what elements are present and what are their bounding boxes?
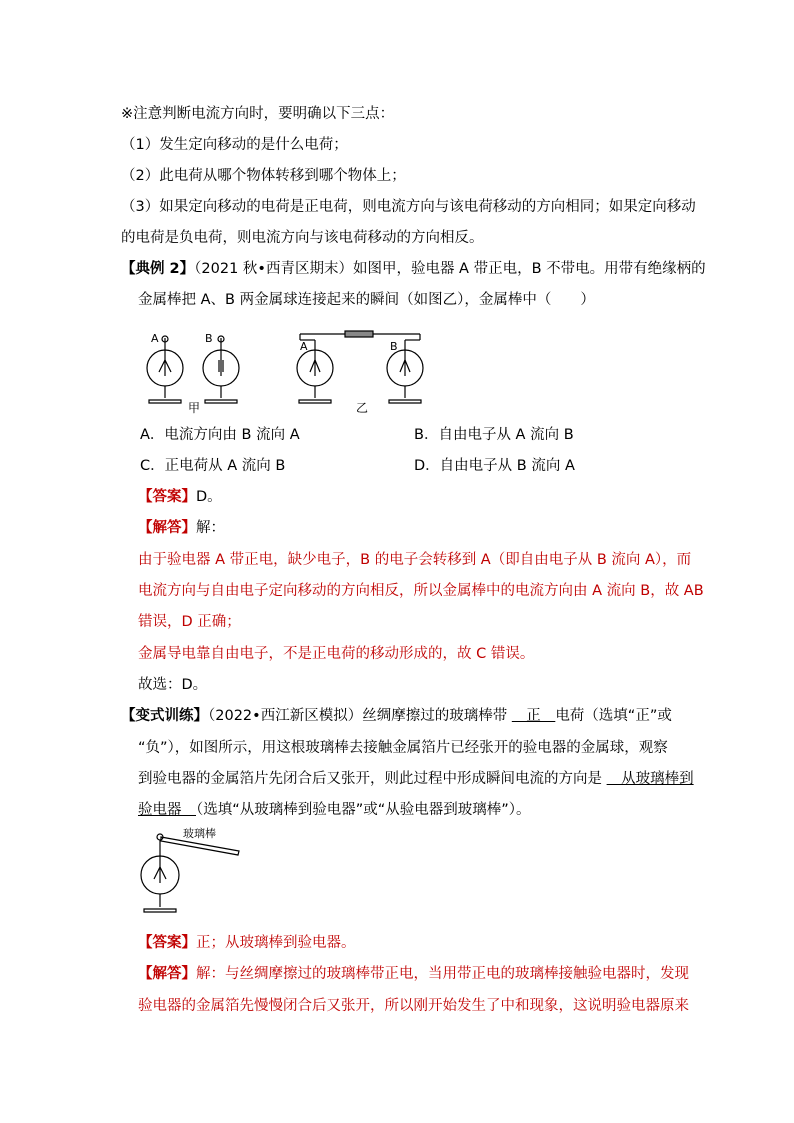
- figure-jia-caption: 甲: [188, 401, 201, 415]
- glass-rod-electroscope-figure: [135, 825, 245, 925]
- variant-analysis-line-2: 验电器的金属箔先慢慢闭合后又张开，所以刚开始发生了中和现象，这说明验电器原来: [138, 998, 689, 1014]
- answer-tag: 【答案】: [138, 489, 196, 505]
- answer-text: D。: [196, 489, 222, 505]
- figure-yi-label-a: A: [300, 340, 308, 353]
- example-question-line-1: [121, 259, 706, 279]
- variant-answer: [138, 933, 356, 953]
- figure-jia-label-a: A: [151, 332, 159, 345]
- note-item-2: （2）此电荷从哪个物体转移到哪个物体上；: [121, 168, 406, 184]
- variant-analysis-line-1: [138, 964, 689, 984]
- variant-line-3: [138, 769, 694, 789]
- variant-analysis-text-1: 解：与丝绸摩擦过的玻璃棒带正电，当用带正电的玻璃棒接触验电器时，发现: [196, 966, 689, 982]
- variant-line-4-post: （选填“从玻璃棒到验电器”或“从验电器到玻璃棒”）。: [196, 802, 531, 818]
- note-item-3-line-1: （3）如果定向移动的电荷是正电荷，则电流方向与该电荷移动的方向相同；如果定向移动: [121, 199, 696, 215]
- analysis-line-1: 由于验电器 A 带正电，缺少电子，B 的电子会转移到 A（即自由电子从 B 流向 A），而: [138, 552, 692, 568]
- variant-line-1-post: 电荷（选填“正”或: [555, 708, 672, 724]
- note-item-1: （1）发生定向移动的是什么电荷；: [121, 137, 348, 153]
- analysis-tag: 【解答】: [138, 520, 196, 536]
- analysis-line-2: 电流方向与自由电子定向移动的方向相反，所以金属棒中的电流方向由 A 流向 B，故 AB: [138, 583, 704, 599]
- note-item-3-line-2: 的电荷是负电荷，则电流方向与该电荷移动的方向相反。: [121, 230, 484, 246]
- electroscope-a: [147, 336, 183, 403]
- option-b: B．自由电子从 A 流向 B: [414, 427, 574, 443]
- variant-blank-2b: 验电器: [138, 802, 196, 818]
- option-d: D．自由电子从 B 流向 A: [414, 458, 575, 474]
- analysis-line-4: 金属导电靠自由电子，不是正电荷的移动形成的，故 C 错误。: [138, 646, 535, 662]
- figure-yi-label-b: B: [390, 340, 398, 353]
- variant-answer-tag: 【答案】: [138, 935, 196, 951]
- insulating-handle: [345, 331, 373, 337]
- variant-line-2: “负”），如图所示，用这根玻璃棒去接触金属箔片已经张开的验电器的金属球，观察: [138, 740, 668, 756]
- example-line-1-text: （2021 秋•西青区期末）如图甲，验电器 A 带正电，B 不带电。用带有绝缘柄的: [194, 261, 706, 277]
- option-c: C．正电荷从 A 流向 B: [140, 458, 286, 474]
- variant-blank-1: 正: [511, 708, 556, 724]
- glass-rod-label: 玻璃棒: [183, 827, 216, 840]
- example-tag: 【典例 2】: [121, 261, 195, 277]
- variant-analysis-tag: 【解答】: [138, 966, 196, 982]
- note-intro: ※注意判断电流方向时，要明确以下三点：: [121, 106, 395, 122]
- variant-answer-text: 正；从玻璃棒到验电器。: [196, 935, 356, 951]
- variant-line-1-pre: （2022•西江新区模拟）丝绸摩擦过的玻璃棒带: [208, 708, 512, 724]
- example-question-line-2: 金属棒把 A、B 两金属球连接起来的瞬间（如图乙），金属棒中（ ）: [138, 292, 595, 308]
- example-choose: 故选：D。: [138, 677, 208, 693]
- example-answer: [138, 487, 222, 507]
- option-a: A．电流方向由 B 流向 A: [140, 427, 300, 443]
- example-analysis-head: [138, 518, 225, 538]
- analysis-line-3: 错误，D 正确；: [138, 614, 241, 630]
- analysis-lead: 解：: [196, 520, 225, 536]
- variant-line-1: [121, 706, 672, 726]
- figure-yi-caption: 乙: [356, 401, 369, 415]
- variant-line-4: [138, 800, 531, 820]
- electroscope-b: [203, 336, 239, 403]
- variant-blank-2a: 从玻璃棒到: [606, 771, 694, 787]
- figure-jia-label-b: B: [205, 332, 213, 345]
- variant-tag: 【变式训练】: [121, 708, 208, 724]
- variant-line-3-pre: 到验电器的金属箔片先闭合后又张开，则此过程中形成瞬间电流的方向是: [138, 771, 607, 787]
